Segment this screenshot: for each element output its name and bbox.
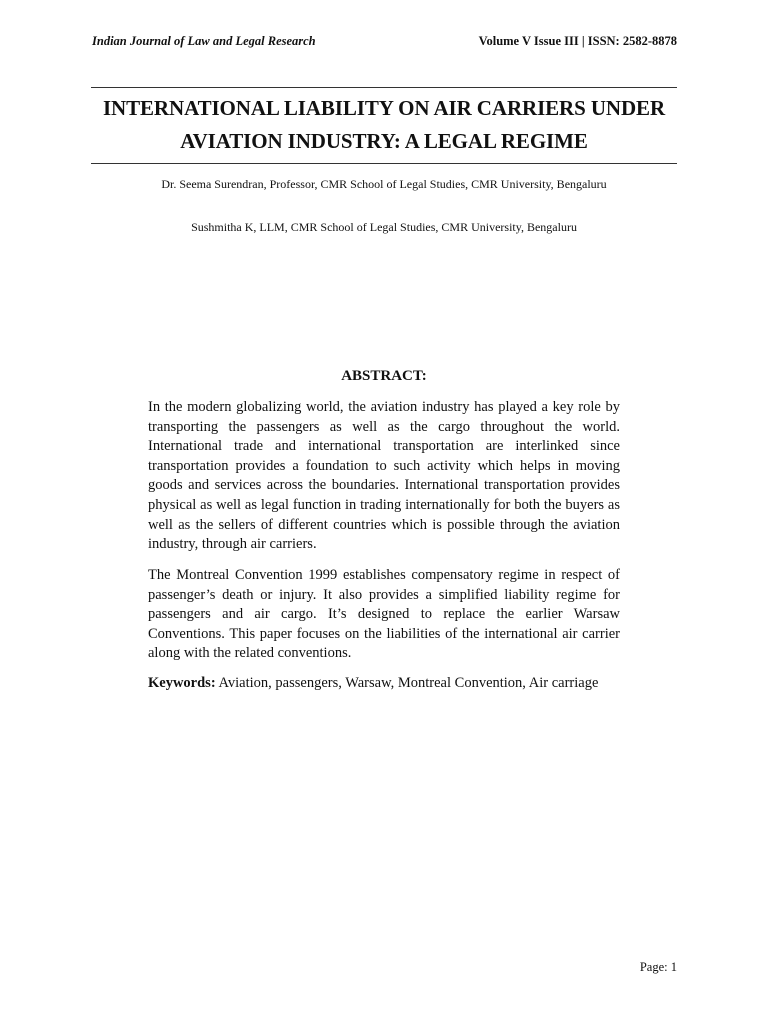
abstract-paragraph-1: In the modern globalizing world, the aviation industry has played a key role by transporting the passengers as well as the cargo throughout the world. International trade and international transportation are interlinked since transportation provides a foundation to such activity which helps in moving goods and services across the boundaries. International transportation provides physical as well as legal function in trading internationally for both the buyers as well as the sellers of different countries which is possible through the aviation industry, through air carriers.: [148, 399, 620, 553]
journal-name: Indian Journal of Law and Legal Research: [92, 34, 316, 48]
paper-title: INTERNATIONAL LIABILITY ON AIR CARRIERS UNDER AVIATION INDUSTRY: A LEGAL REGIME: [102, 96, 666, 153]
author-1: Dr. Seema Surendran, Professor, CMR School of Legal Studies, CMR University, Bengaluru: [161, 177, 607, 191]
title-bottom-rule: [91, 163, 677, 164]
title-top-rule: [91, 87, 677, 88]
abstract-heading: ABSTRACT:: [341, 368, 427, 384]
keywords-label: Keywords:: [148, 675, 216, 691]
keywords-list: Aviation, passengers, Warsaw, Montreal Convention, Air carriage: [218, 675, 599, 691]
abstract-paragraph-2: The Montreal Convention 1999 establishes compensatory regime in respect of passenger’s death or injury. It also provides a simplified liability regime for passengers and air cargo. It’s designed to replace the earlier Warsaw Conventions. This paper focuses on the liabilities of the international air carrier along with the related conventions.: [148, 567, 620, 662]
page-number: Page: 1: [639, 960, 677, 974]
keywords: [148, 674, 620, 694]
author-2: Sushmitha K, LLM, CMR School of Legal Studies, CMR University, Bengaluru: [191, 220, 577, 234]
issue-info: Volume V Issue III | ISSN: 2582-8878: [478, 34, 677, 48]
